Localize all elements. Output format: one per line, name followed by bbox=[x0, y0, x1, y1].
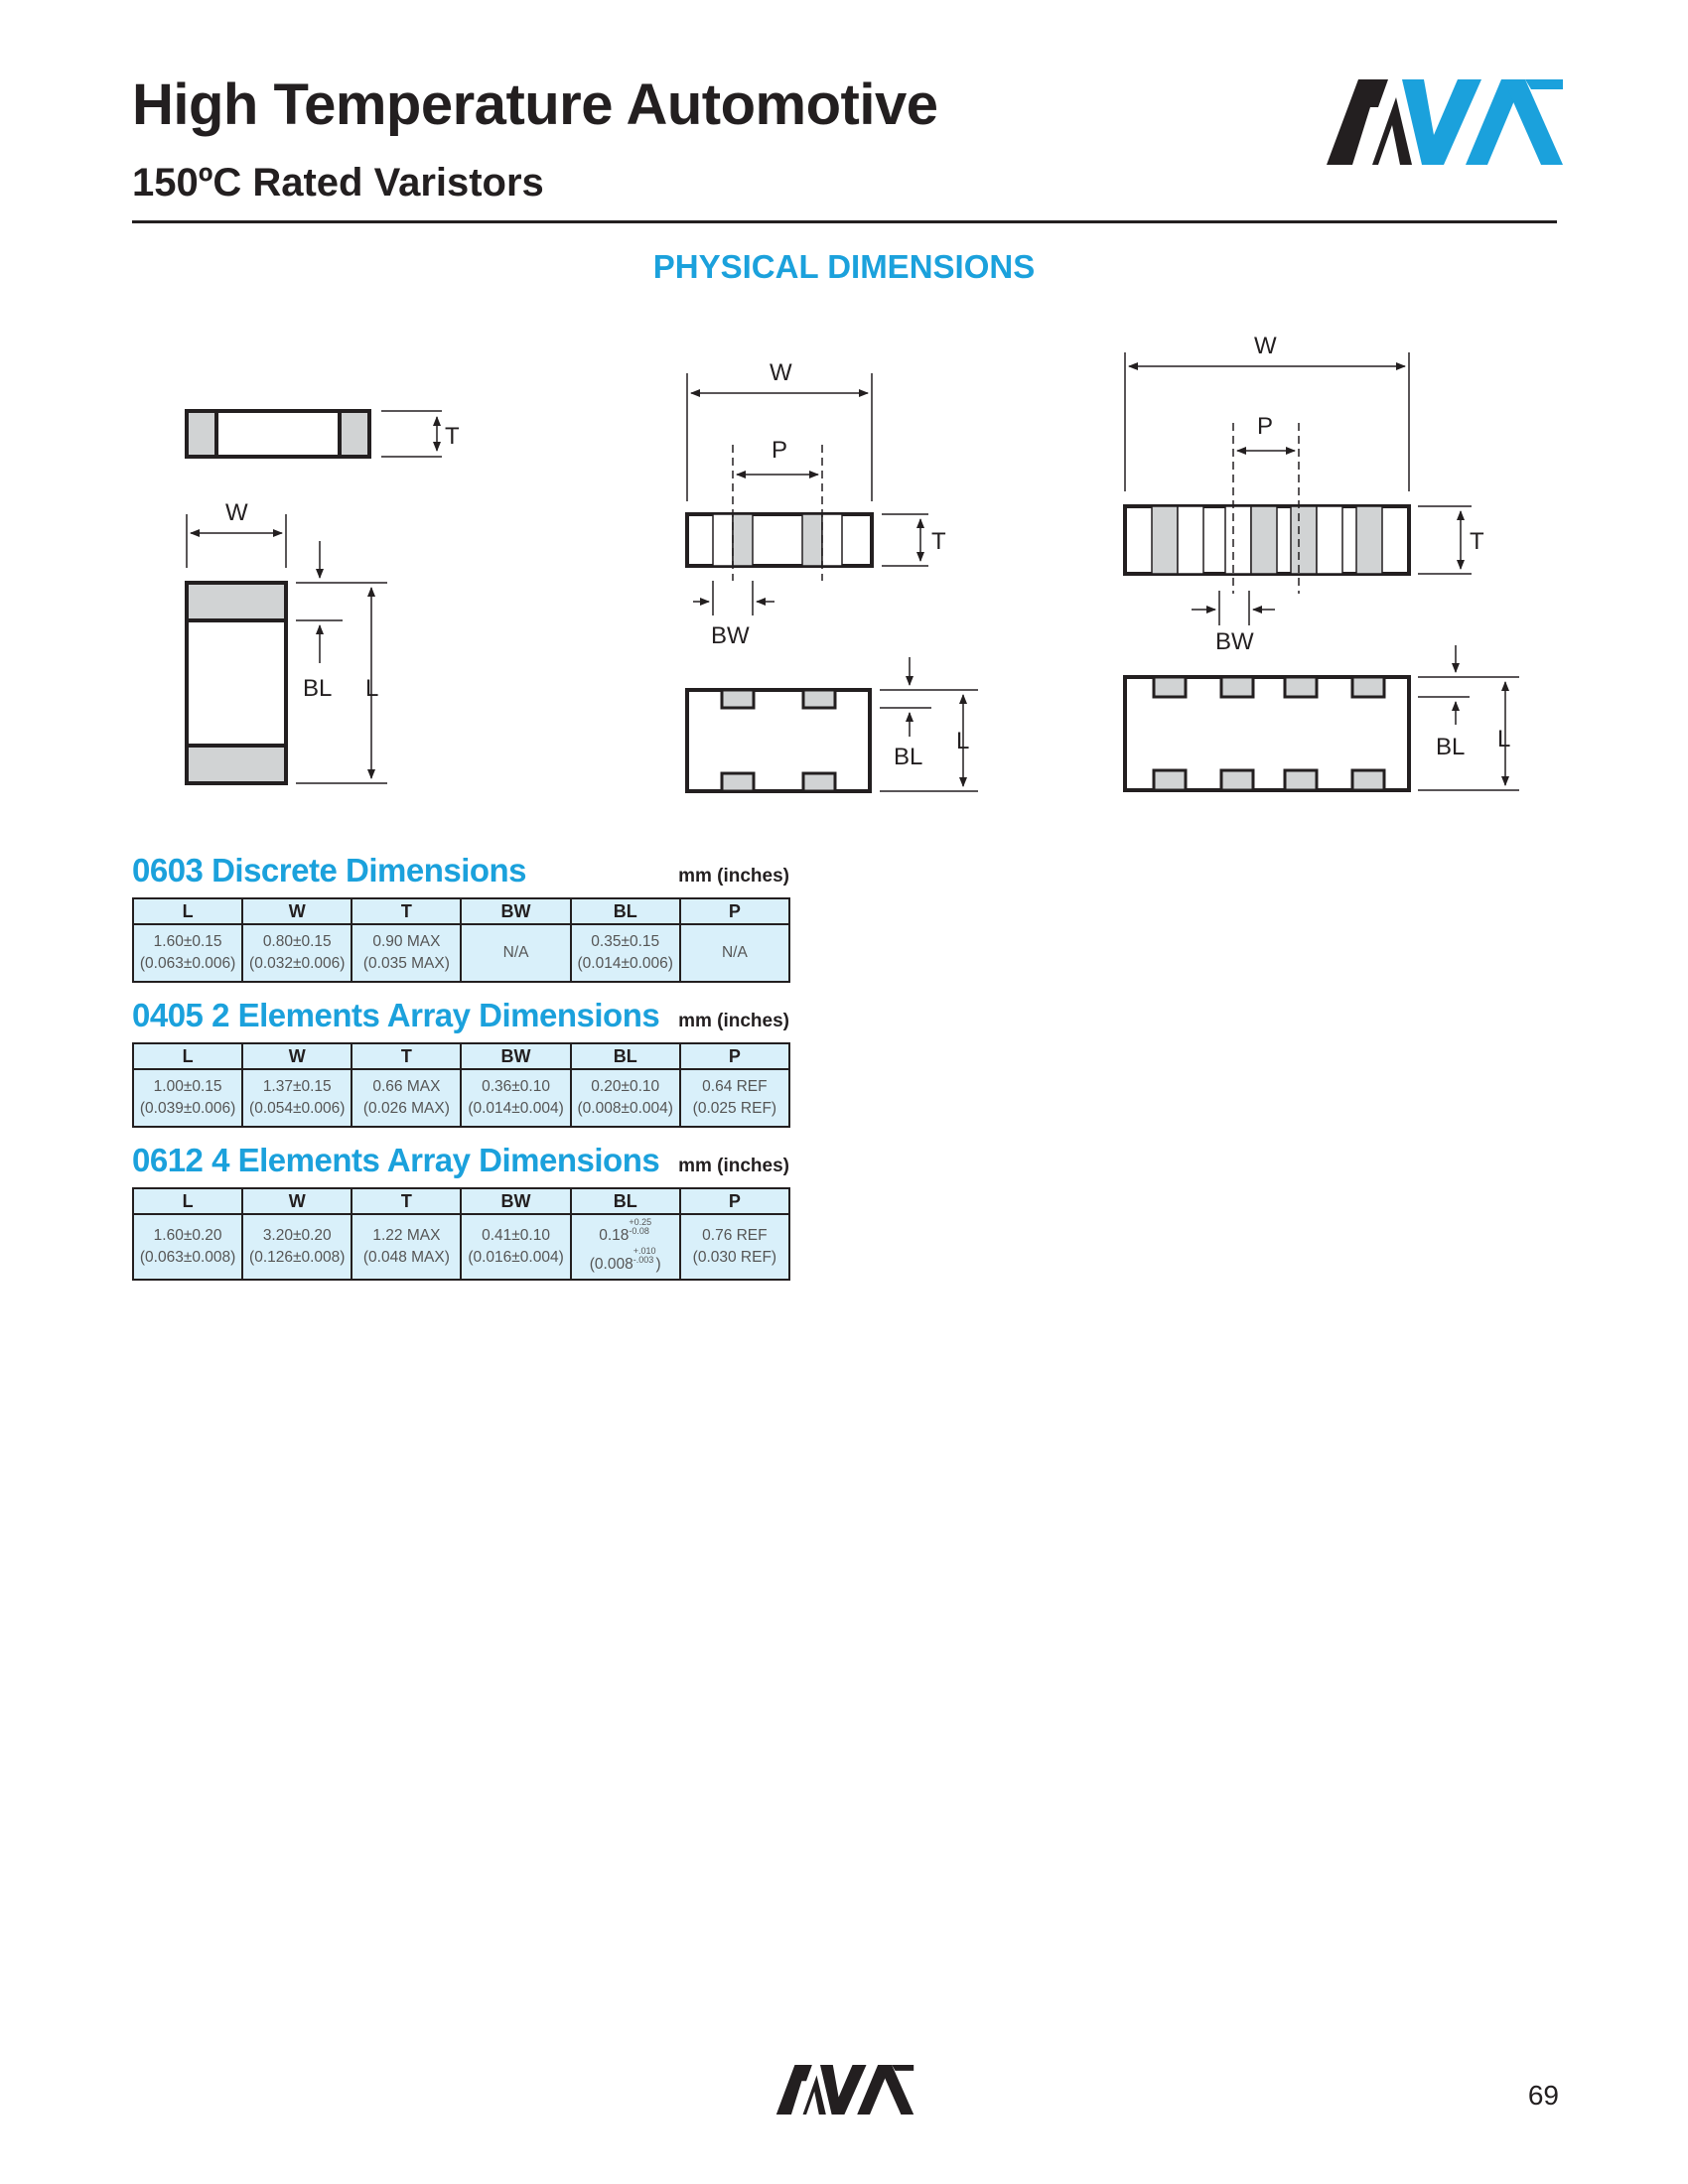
page-title: High Temperature Automotive bbox=[132, 72, 938, 137]
label-w-2: W bbox=[770, 359, 792, 386]
col-header-p: P bbox=[680, 898, 789, 924]
table-title-0405: 0405 2 Elements Array Dimensions bbox=[132, 997, 660, 1033]
table-row bbox=[133, 1069, 789, 1127]
col-header-bl: BL bbox=[571, 1188, 680, 1214]
units-label-0603: mm (inches) bbox=[678, 866, 789, 887]
cell-p: 0.64 REF (0.025 REF) bbox=[680, 1069, 789, 1127]
cell-bw: 0.41±0.10 (0.016±0.004) bbox=[461, 1214, 570, 1280]
table-title-0603: 0603 Discrete Dimensions bbox=[132, 852, 527, 888]
page-number: 69 bbox=[1527, 2080, 1559, 2111]
units-label-0405: mm (inches) bbox=[678, 1011, 789, 1031]
label-t-3: T bbox=[1470, 528, 1484, 555]
label-bl-3: BL bbox=[1436, 734, 1466, 760]
label-l-3: L bbox=[1497, 726, 1511, 752]
cell-t: 0.90 MAX (0.035 MAX) bbox=[352, 924, 461, 982]
table-header-row bbox=[133, 1043, 789, 1069]
cell-l: 1.00±0.15 (0.039±0.006) bbox=[133, 1069, 242, 1127]
cell-w: 1.37±0.15 (0.054±0.006) bbox=[242, 1069, 352, 1127]
header-rule bbox=[132, 220, 1557, 223]
cell-t: 1.22 MAX (0.048 MAX) bbox=[352, 1214, 461, 1280]
table-row bbox=[133, 1214, 789, 1280]
array4-top-view bbox=[1125, 645, 1519, 790]
avx-footer-logo bbox=[773, 2065, 917, 2115]
page-subtitle: 150ºC Rated Varistors bbox=[132, 161, 544, 205]
col-header-bl: BL bbox=[571, 1043, 680, 1069]
col-header-bw: BW bbox=[461, 1043, 570, 1069]
col-header-w: W bbox=[242, 898, 352, 924]
label-w-3: W bbox=[1254, 333, 1277, 359]
label-t-2: T bbox=[931, 528, 946, 555]
cell-bw: 0.36±0.10 (0.014±0.004) bbox=[461, 1069, 570, 1127]
label-w-1: W bbox=[225, 499, 248, 526]
units-label-0612: mm (inches) bbox=[678, 1156, 789, 1176]
discrete-side-view bbox=[187, 411, 442, 457]
col-header-l: L bbox=[133, 1188, 242, 1214]
tolerance-in: +.010 -.003 bbox=[633, 1246, 656, 1265]
label-bl-1: BL bbox=[303, 675, 333, 702]
cell-p: 0.76 REF (0.030 REF) bbox=[680, 1214, 789, 1280]
label-l-2: L bbox=[956, 728, 970, 754]
avx-logo bbox=[1327, 79, 1563, 165]
dimensions-table-0603 bbox=[132, 897, 790, 983]
label-l-1: L bbox=[365, 675, 379, 702]
array4-side-view bbox=[1125, 352, 1472, 625]
col-header-t: T bbox=[352, 1188, 461, 1214]
cell-bl: 0.35±0.15 (0.014±0.006) bbox=[571, 924, 680, 982]
table-header-row bbox=[133, 1188, 789, 1214]
col-header-p: P bbox=[680, 1043, 789, 1069]
cell-w: 0.80±0.15 (0.032±0.006) bbox=[242, 924, 352, 982]
table-title-0612: 0612 4 Elements Array Dimensions bbox=[132, 1142, 660, 1178]
dimensions-table-0405 bbox=[132, 1042, 790, 1128]
dimensions-table-0612 bbox=[132, 1187, 790, 1281]
cell-t: 0.66 MAX (0.026 MAX) bbox=[352, 1069, 461, 1127]
array2-top-view bbox=[687, 657, 978, 791]
cell-bw: N/A bbox=[461, 924, 570, 982]
col-header-p: P bbox=[680, 1188, 789, 1214]
col-header-bw: BW bbox=[461, 1188, 570, 1214]
tolerance-mm: +0.25 -0.08 bbox=[629, 1217, 652, 1236]
cell-l: 1.60±0.20 (0.063±0.008) bbox=[133, 1214, 242, 1280]
label-bl-2: BL bbox=[894, 744, 923, 770]
label-bw-3: BW bbox=[1215, 628, 1254, 655]
col-header-l: L bbox=[133, 898, 242, 924]
col-header-w: W bbox=[242, 1188, 352, 1214]
section-heading: PHYSICAL DIMENSIONS bbox=[652, 248, 1036, 285]
label-bw-2: BW bbox=[711, 622, 750, 649]
discrete-top-view bbox=[187, 514, 387, 783]
array2-side-view bbox=[687, 373, 928, 615]
cell-w: 3.20±0.20 (0.126±0.008) bbox=[242, 1214, 352, 1280]
cell-bl: 0.20±0.10 (0.008±0.004) bbox=[571, 1069, 680, 1127]
cell-bl: $0.18^{+0.25 -0.08}$ ($0.008^{+.010 -.003}$ ) bbox=[571, 1214, 680, 1280]
cell-p: N/A bbox=[680, 924, 789, 982]
col-header-t: T bbox=[352, 1043, 461, 1069]
physical-dimensions-diagram bbox=[0, 318, 1688, 834]
col-header-l: L bbox=[133, 1043, 242, 1069]
table-header-row bbox=[133, 898, 789, 924]
label-t-1: T bbox=[445, 423, 460, 450]
cell-l: 1.60±0.15 (0.063±0.006) bbox=[133, 924, 242, 982]
label-p-2: P bbox=[772, 437, 788, 464]
label-p-3: P bbox=[1257, 413, 1274, 440]
col-header-bw: BW bbox=[461, 898, 570, 924]
col-header-t: T bbox=[352, 898, 461, 924]
table-row bbox=[133, 924, 789, 982]
col-header-bl: BL bbox=[571, 898, 680, 924]
col-header-w: W bbox=[242, 1043, 352, 1069]
